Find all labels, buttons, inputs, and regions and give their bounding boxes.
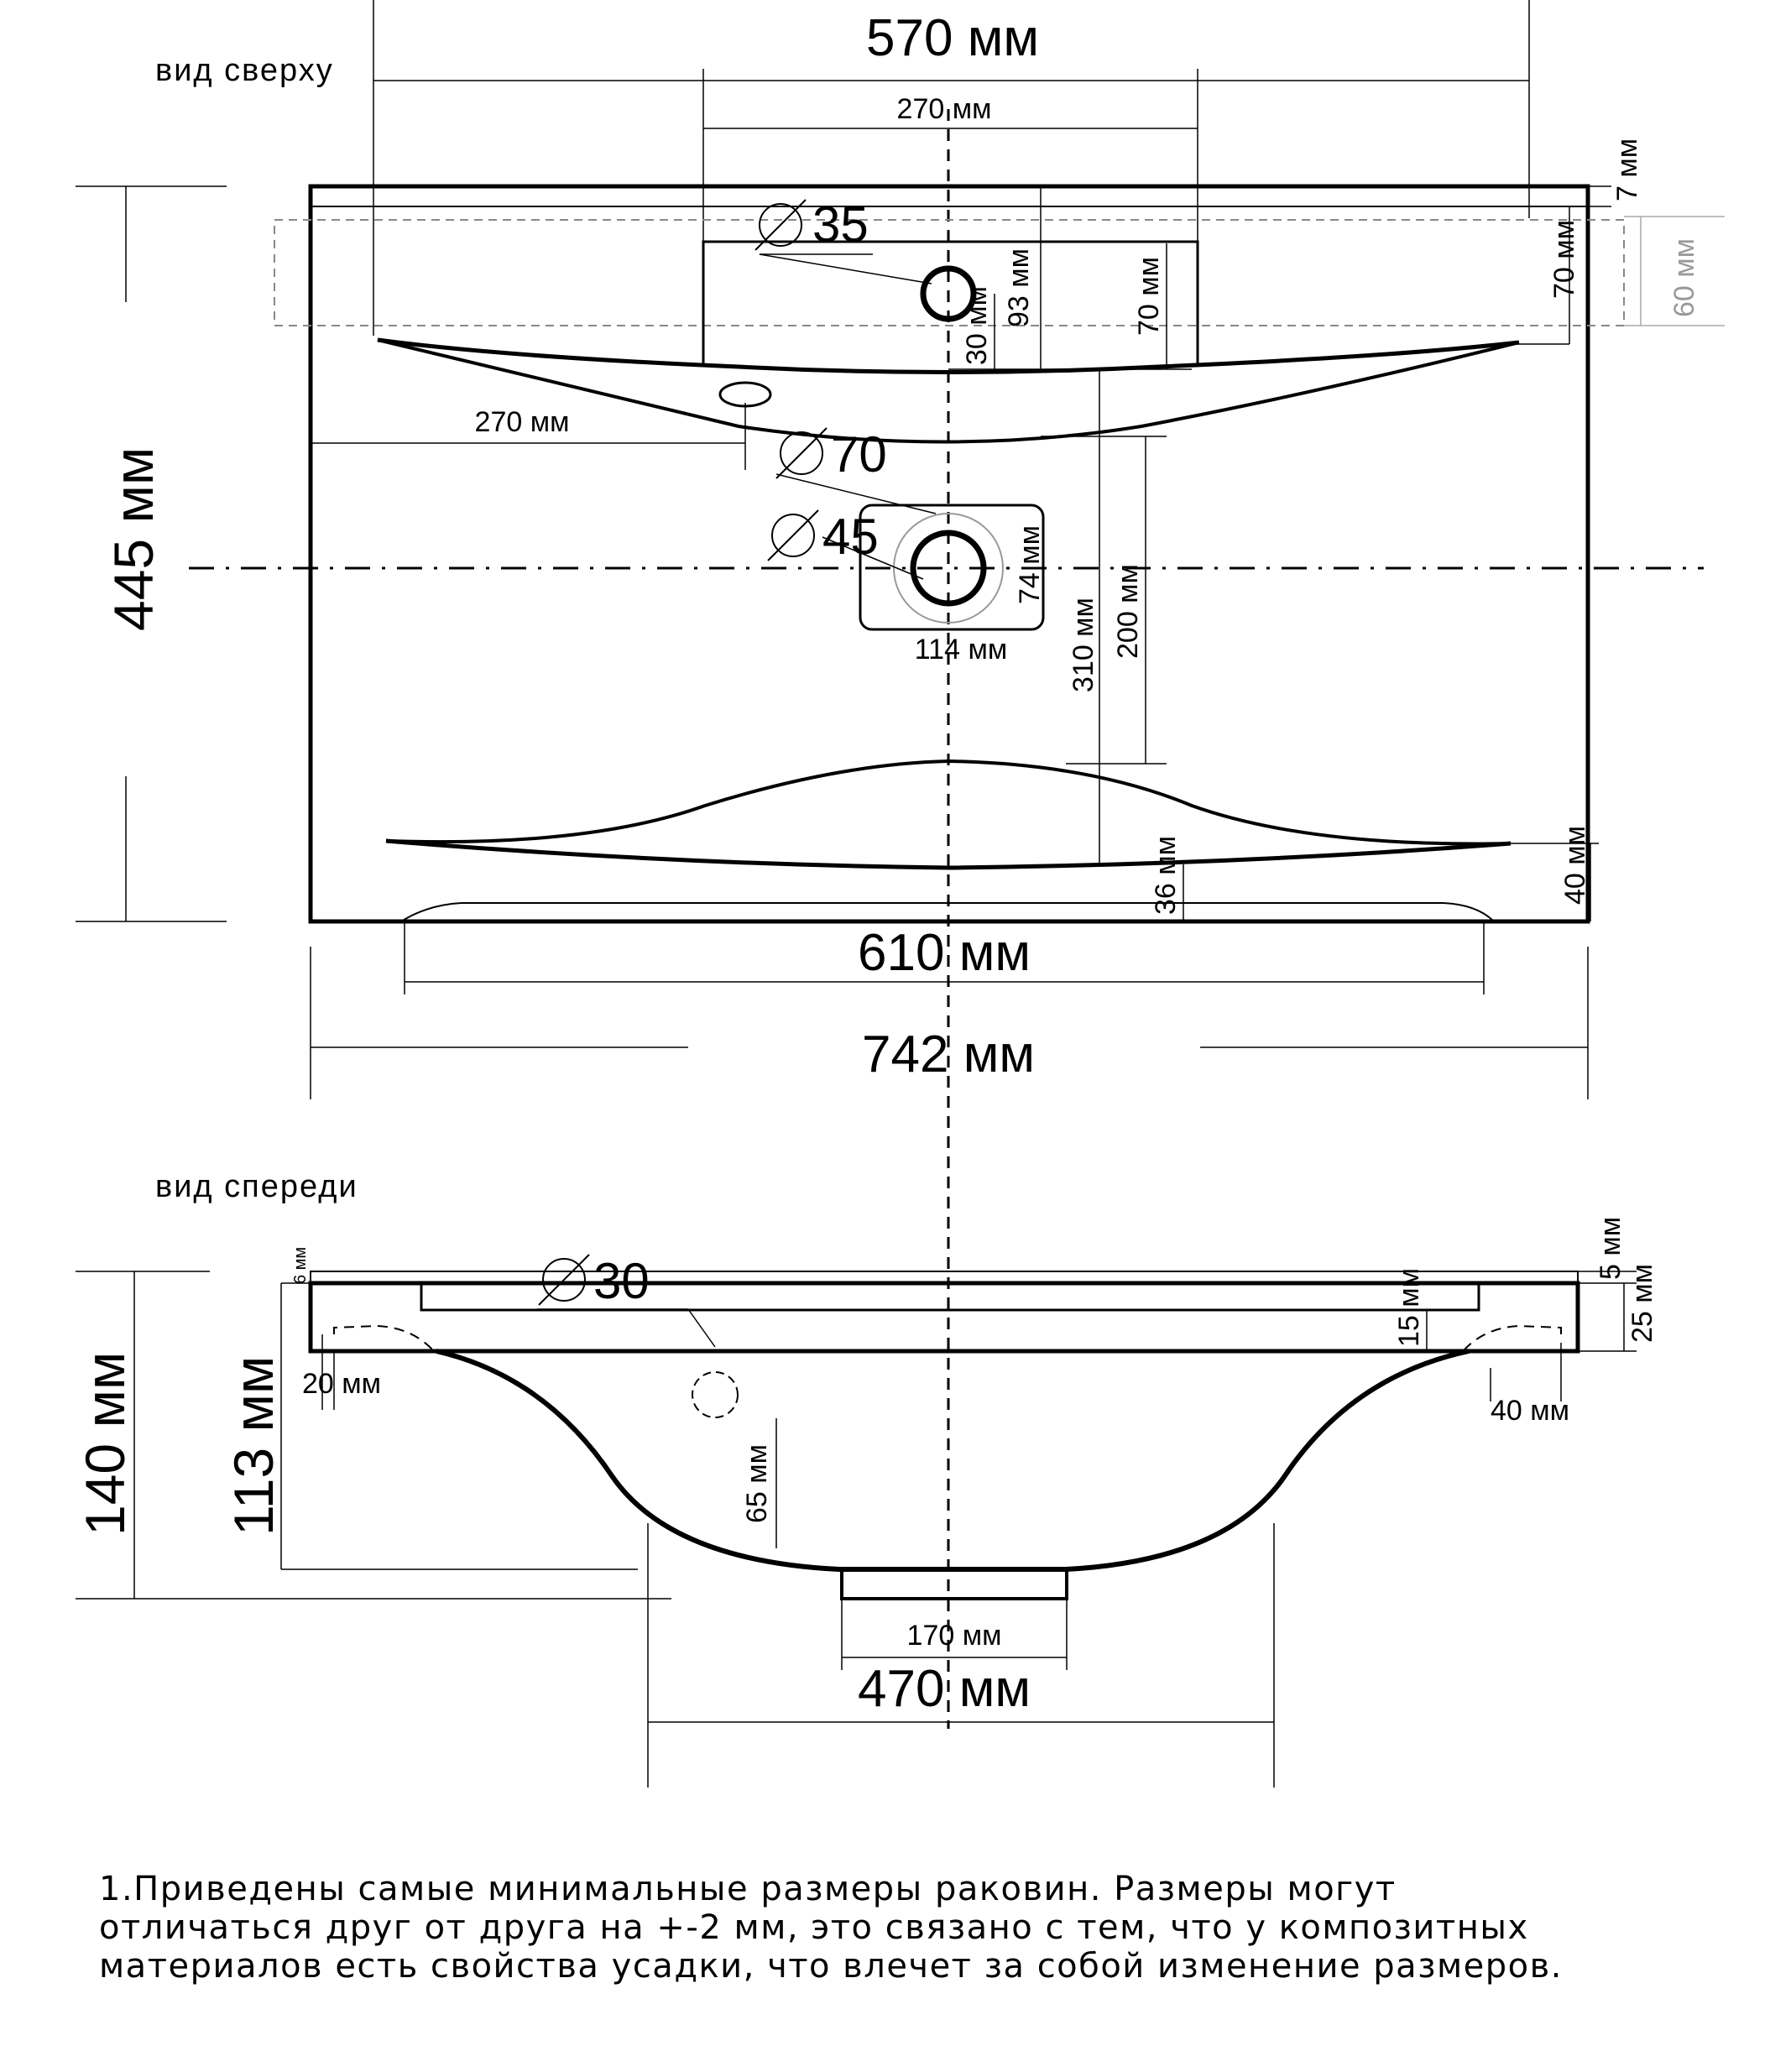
dim-200-label: 200 мм [1112, 564, 1144, 659]
dim-140-label: 140 мм [74, 1351, 136, 1536]
front-bowl-profile [436, 1351, 1469, 1569]
dim-70-inner-label: 70 мм [1133, 256, 1165, 336]
dim-6-label: 6 мм [291, 1246, 310, 1284]
dim-470-label: 470 мм [858, 1660, 1031, 1718]
dim-742-label: 742 мм [862, 1026, 1035, 1083]
dim-15-label: 15 мм [1393, 1267, 1425, 1347]
dim-270-left-label: 270 мм [474, 406, 570, 438]
note-line-3: материалов есть свойства усадки, что влечет за собой изменение размеров. [99, 1947, 1563, 1986]
dim-114-label: 114 мм [914, 634, 1008, 665]
dim-40-label: 40 мм [1559, 825, 1591, 905]
dim-60-label: 60 мм [1668, 237, 1700, 317]
front-view-label: вид спереди [155, 1169, 358, 1204]
dim-610-label: 610 мм [858, 924, 1031, 982]
note-text [99, 1870, 1710, 1986]
dim-20-label: 20 мм [302, 1368, 382, 1400]
dim-310-label: 310 мм [1068, 598, 1099, 692]
dim-74-label: 74 мм [1014, 525, 1046, 604]
top-view-label: вид сверху [155, 53, 334, 88]
dim-36-40 [1183, 843, 1599, 921]
dim-470 [648, 1523, 1274, 1788]
diameter-30-label: 30 [593, 1253, 650, 1309]
faucet-leader [760, 254, 932, 284]
dim-445-label: 445 мм [102, 446, 164, 631]
note-line-2: отличаться друг от друга на +-2 мм, это связано с тем, что у композитных [99, 1908, 1529, 1947]
dim-170-label: 170 мм [906, 1620, 1002, 1652]
dim-20-40 [322, 1334, 1561, 1410]
overflow-slot [720, 383, 770, 406]
diameter-70-label: 70 [831, 426, 887, 483]
dim-70-right-label: 70 мм [1548, 219, 1580, 299]
left-dashed-recess [334, 1326, 432, 1349]
dim-40-front-label: 40 мм [1491, 1395, 1570, 1427]
dim-7-label: 7 мм [1611, 138, 1643, 201]
diameter-35-label: 35 [812, 196, 869, 253]
dim-93-label: 93 мм [1003, 248, 1035, 327]
dim-25-label: 25 мм [1626, 1263, 1658, 1343]
dim-36-label: 36 мм [1150, 835, 1182, 915]
dim-570-label: 570 мм [866, 9, 1039, 67]
drain-stub [842, 1569, 1067, 1599]
dim-113-label: 113 мм [222, 1355, 285, 1536]
front-inner-recess [421, 1283, 1479, 1310]
dim-30-label: 30 мм [961, 285, 993, 365]
dim-65-label: 65 мм [741, 1443, 773, 1523]
overflow-hole-front [692, 1372, 738, 1417]
note-line-1: 1.Приведены самые минимальные размеры раковин. Размеры могут [99, 1870, 1397, 1908]
faucet-deck [703, 242, 1198, 367]
diameter-45-label: 45 [822, 509, 879, 565]
dim-270-top-label: 270 мм [896, 93, 992, 125]
right-dashed-recess [1465, 1326, 1561, 1349]
dim-5-label: 5 мм [1595, 1216, 1626, 1280]
front-body [311, 1283, 1578, 1351]
